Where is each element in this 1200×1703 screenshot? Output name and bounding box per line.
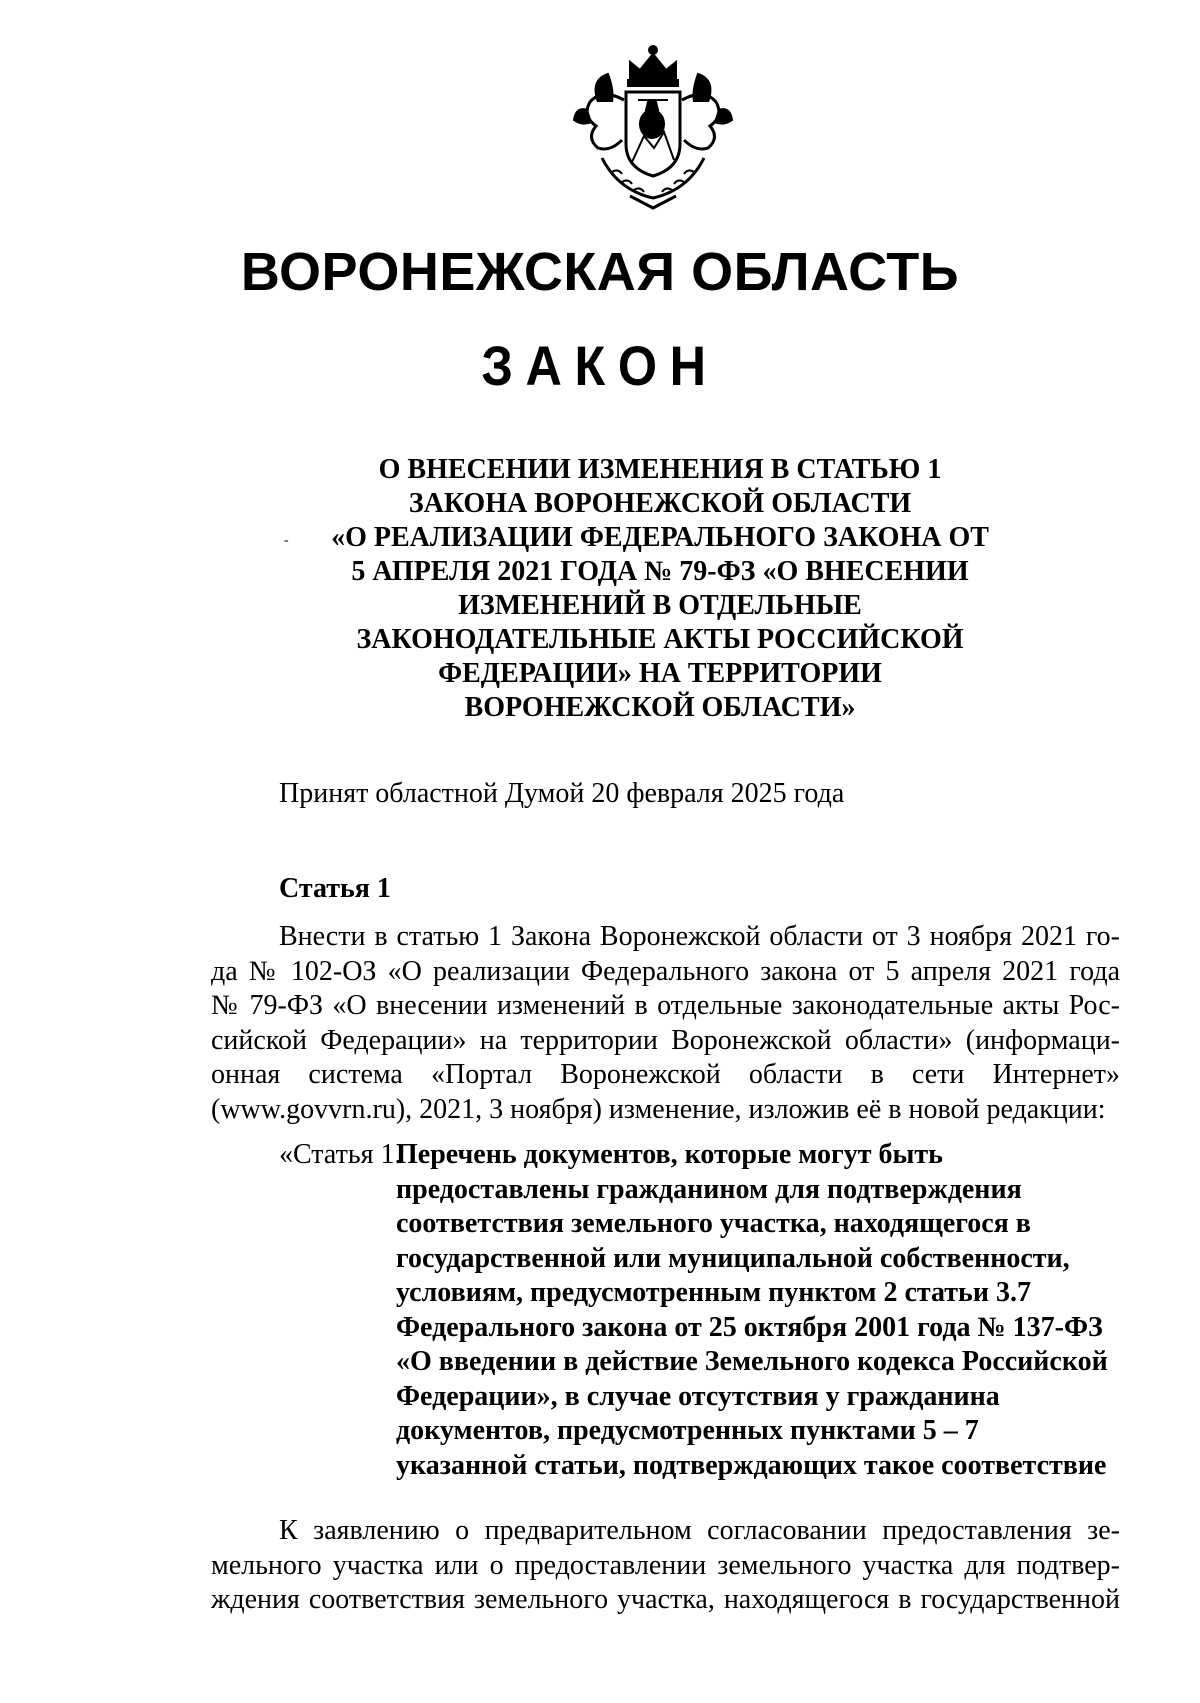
quoted-title-line: Перечень документов, которые могут быть — [396, 1139, 943, 1170]
law-title — [300, 453, 1020, 725]
quoted-title-line: указанной статьи, подтверждающих такое соответствие — [396, 1449, 1107, 1481]
title-line: ЗАКОНОДАТЕЛЬНЫЕ АКТЫ РОССИЙСКОЙ — [356, 624, 964, 655]
title-line: О ВНЕСЕНИИ ИЗМЕНЕНИЯ В СТАТЬЮ 1 — [378, 454, 942, 485]
paragraph-line: (www.govvrn.ru), 2021, 3 ноября) изменение, изложив её в новой редакции: — [211, 1093, 1106, 1125]
stray-mark: - — [284, 533, 289, 548]
quoted-article-label: «Статья 1. — [279, 1139, 402, 1170]
title-line: ВОРОНЕЖСКОЙ ОБЛАСТИ» — [464, 692, 856, 723]
article-heading: Статья 1 — [279, 873, 391, 904]
paragraph-line: да № 102-ОЗ «О реализации Федерального закона от 5 апреля 2021 года — [211, 955, 1120, 987]
region-name: ВОРОНЕЖСКАЯ ОБЛАСТЬ — [240, 242, 960, 302]
quoted-title-line: Федерального закона от 25 октября 2001 года № 137-ФЗ — [396, 1311, 1103, 1343]
quoted-title-line: условиям, предусмотренным пунктом 2 статьи 3.7 — [396, 1277, 1031, 1308]
quoted-title-line: предоставлены гражданином для подтверждения — [396, 1173, 1022, 1205]
quoted-title-line: «О введении в действие Земельного кодекса Российской — [396, 1346, 1108, 1377]
paragraph-line: ждения соответствия земельного участка, находящегося в государственной — [211, 1584, 1120, 1615]
quoted-title-line: государственной или муниципальной собственности, — [396, 1242, 1070, 1274]
article-paragraph — [211, 920, 1120, 1127]
title-line: ФЕДЕРАЦИИ» НА ТЕРРИТОРИИ — [438, 658, 882, 689]
paragraph-line: мельного участка или о предоставлении земельного участка для подтвер- — [211, 1549, 1120, 1581]
paragraph-line: № 79-ФЗ «О внесении изменений в отдельные законодательные акты Рос- — [211, 990, 1120, 1021]
title-line: ИЗМЕНЕНИЙ В ОТДЕЛЬНЫЕ — [458, 590, 862, 621]
quoted-article-title — [396, 1138, 1120, 1483]
title-line: ЗАКОНА ВОРОНЕЖСКОЙ ОБЛАСТИ — [408, 488, 912, 519]
document-type: ЗАКОН — [481, 334, 719, 397]
paragraph-line: сийской Федерации» на территории Воронежской области» (информаци- — [211, 1024, 1120, 1056]
coat-of-arms-icon — [568, 40, 738, 212]
body-paragraph — [211, 1514, 1120, 1618]
quoted-title-line: Федерации», в случае отсутствия у гражданина — [396, 1380, 1000, 1412]
quoted-title-line: соответствия земельного участка, находящегося в — [396, 1208, 1031, 1239]
adoption-date: Принят областной Думой 20 февраля 2025 года — [279, 778, 845, 809]
paragraph-line: Внести в статью 1 Закона Воронежской области от 3 ноября 2021 го- — [279, 921, 1120, 952]
title-line: 5 АПРЕЛЯ 2021 ГОДА № 79-ФЗ «О ВНЕСЕНИИ — [351, 556, 969, 587]
quoted-title-line: документов, предусмотренных пунктами 5 – 7 — [396, 1415, 979, 1446]
title-line: «О РЕАЛИЗАЦИИ ФЕДЕРАЛЬНОГО ЗАКОНА ОТ — [331, 522, 989, 553]
paragraph-line: К заявлению о предварительном согласовании предоставления зе- — [279, 1515, 1120, 1546]
paragraph-line: онная система «Портал Воронежской области в сети Интернет» — [211, 1059, 1120, 1090]
